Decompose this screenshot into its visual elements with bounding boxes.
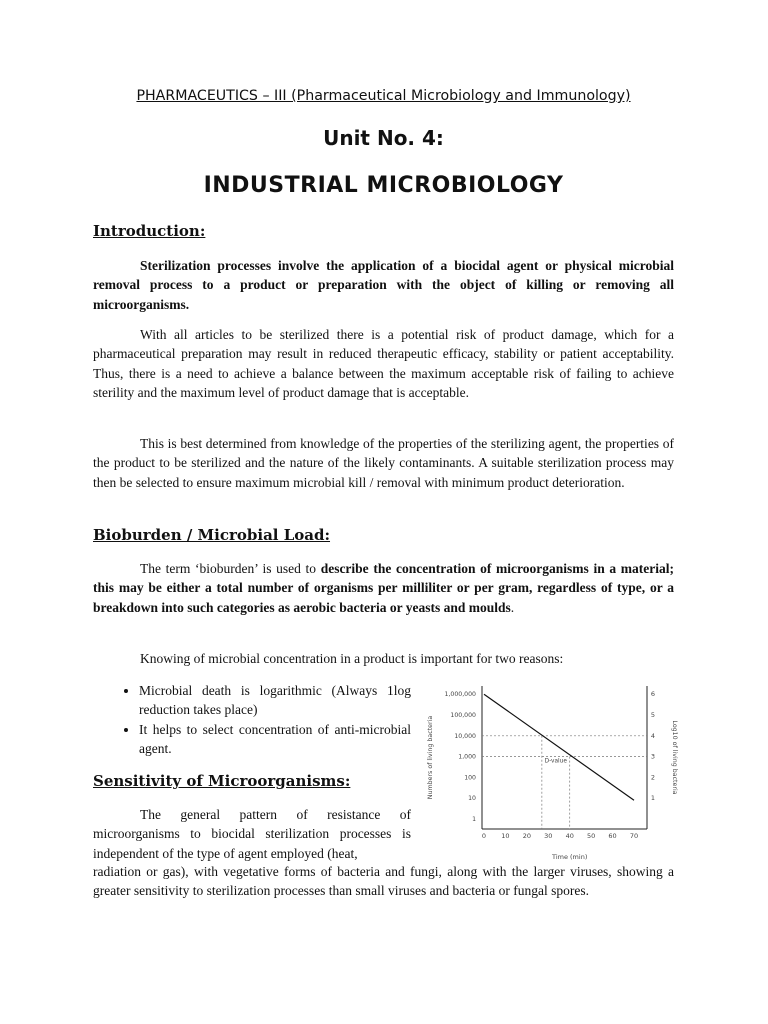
x-tick-label: 10: [501, 832, 510, 840]
sensitivity-paragraph-part-1: The general pattern of resistance of microorganisms to biocidal sterilization processes is independent of the type of agent employed (heat,: [93, 807, 411, 861]
sensitivity-heading: Sensitivity of Microorganisms:: [93, 772, 351, 790]
bioburden-heading: Bioburden / Microbial Load:: [93, 526, 331, 544]
survivor-curve-svg: [423, 676, 677, 864]
y-right-tick-label: 2: [650, 773, 656, 782]
y-right-tick-label: 5: [650, 711, 656, 719]
survivor-line: [484, 694, 634, 800]
course-header: PHARMACEUTICS – III (Pharmaceutical Microbiology and Immunology): [136, 88, 631, 104]
y-tick-label: 1: [472, 816, 476, 823]
intro-paragraph-1: Sterilization processes involve the application of a biocidal agent or physical microbial removal process to a product or preparation with the object of killing or removing all microorganisms.: [93, 258, 674, 312]
y-tick-label: 10: [468, 795, 476, 803]
y-right-axis-label: Log10 of living bacteria: [671, 720, 678, 795]
y-right-tick-label: 1: [650, 794, 656, 803]
y-tick-label: 1,000,000: [444, 691, 476, 699]
y-right-tick-label: 3: [650, 752, 656, 761]
y-tick-label: 1,000: [458, 753, 476, 761]
y-right-tick-label: 6: [650, 690, 656, 699]
sensitivity-paragraph-part-2: radiation or gas), with vegetative forms of bacteria and fungi, along with the larger viruses, showing a greater sensitivity to sterilization processes than small viruses and bacteria or fungal spores.: [93, 864, 674, 899]
x-axis-label: Time (min): [552, 853, 588, 861]
d-value-annotation: D-value: [544, 758, 567, 765]
y-tick-label: 100,000: [450, 712, 476, 719]
x-tick-label: 20: [522, 832, 531, 840]
x-tick-label: 70: [629, 832, 639, 840]
x-tick-label: 60: [608, 832, 617, 840]
x-tick-label: 50: [587, 832, 596, 840]
x-tick-label: 0: [481, 832, 487, 840]
y-tick-label: 100: [464, 774, 476, 782]
bioburden-definition: describe the concentration of microorganisms in a material; this may be either a total number of organisms per milliliter or per gram, regardless of type, or a breakdown into such categories as aerobic bacteria or yeasts and moulds: [93, 561, 674, 615]
y-right-tick-label: 4: [650, 731, 656, 740]
bioburden-paragraph-2: Knowing of microbial concentration in a product is important for two reasons:: [140, 651, 564, 666]
intro-paragraph-3: This is best determined from knowledge of the properties of the sterilizing agent, the properties of the product to be sterilized and the nature of the likely contaminants. A suitable sterilization process may then be selected to ensure maximum microbial kill / removal with minimum product deterioration.: [93, 436, 674, 490]
y-tick-label: 10,000: [454, 732, 476, 740]
bioburden-paragraph-1: [93, 559, 674, 617]
page-title: INDUSTRIAL MICROBIOLOGY: [203, 173, 564, 198]
intro-paragraph-2: With all articles to be sterilized there is a potential risk of product damage, which for a pharmaceutical preparation may result in reduced therapeutic efficacy, stability or patient acceptability. Thus, there is a need to achieve a balance between the maximum acceptable risk of failing to achieve sterility and the maximum level of product damage that is acceptable.: [93, 327, 674, 400]
bioburden-end-text: .: [510, 599, 515, 615]
introduction-heading: Introduction:: [93, 222, 206, 240]
x-tick-label: 40: [565, 832, 574, 840]
y-axis-label: Numbers of living bacteria: [427, 715, 434, 800]
unit-number: Unit No. 4:: [323, 126, 444, 150]
reasons-list: [93, 681, 411, 758]
x-tick-label: 30: [544, 832, 553, 840]
reason-item: • Microbial death is logarithmic (Always 1log reduction takes place): [139, 681, 411, 720]
survivor-curve-chart: [423, 676, 677, 864]
bioburden-lead-text: The term ‘bioburden’ is used to: [140, 561, 321, 576]
reason-item: • It helps to select concentration of anti-microbial agent.: [139, 720, 411, 759]
